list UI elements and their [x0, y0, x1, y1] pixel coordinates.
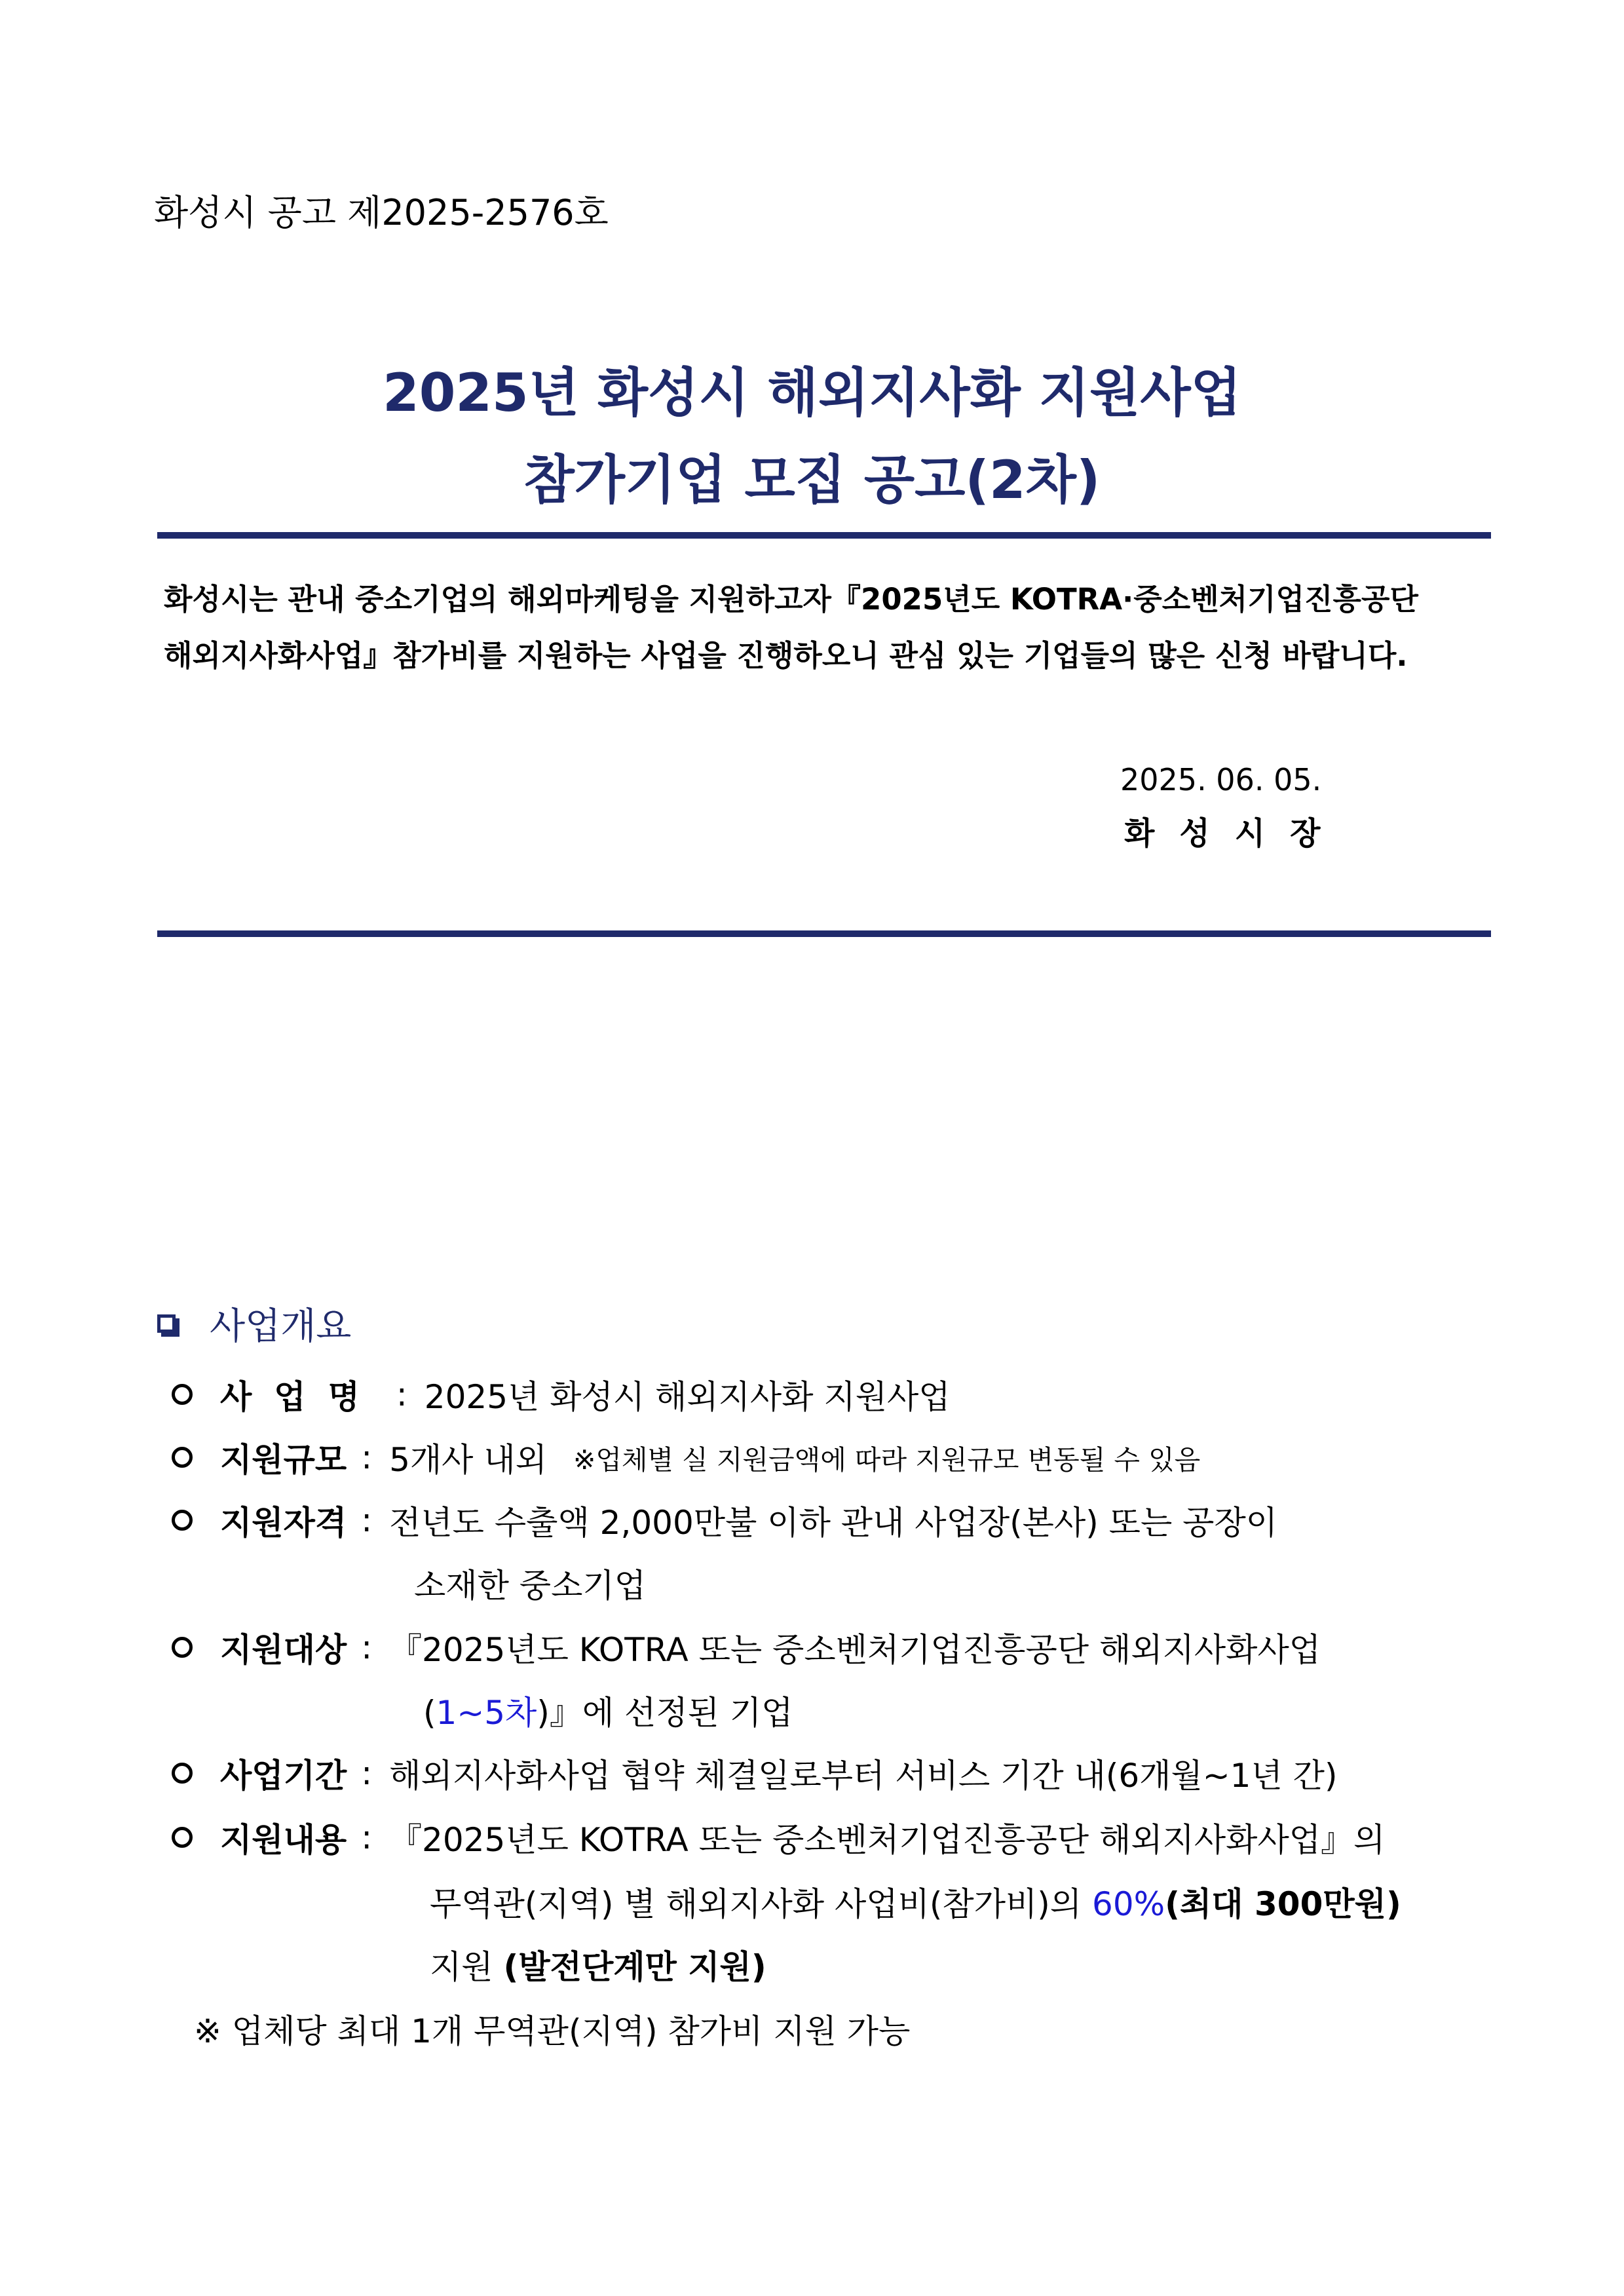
item-value: 전년도 수출액 2,000만불 이하 관내 사업장(본사) 또는 공장이 [389, 1504, 1278, 1542]
text-fragment: (최대 300만원) [1165, 1885, 1401, 1923]
item-label: 사업기간 [220, 1757, 347, 1795]
text-fragment: 지원 [430, 1948, 504, 1986]
intro-line-1: 화성시는 관내 중소기업의 해외마케팅을 지원하고자『2025년도 KOTRA·중소벤처기업진흥공단 [164, 582, 1418, 617]
highlight-percent: 60% [1092, 1885, 1165, 1923]
issuer-name: 화성시장 [1124, 815, 1346, 852]
bottom-divider [157, 930, 1491, 937]
text-fragment: )』에 선정된 기업 [537, 1694, 793, 1732]
notice-number: 화성시 공고 제2025-2576호 [154, 192, 609, 233]
section-heading [157, 1297, 351, 1350]
overview-item-eligibility [172, 1497, 1277, 1544]
item-label: 사업명 [220, 1378, 382, 1416]
section-heading-text: 사업개요 [210, 1305, 352, 1348]
square-bullet-icon [157, 1314, 176, 1333]
item-value-continued [430, 1878, 1401, 1925]
text-fragment: 무역관(지역) 별 해외지사화 사업비(참가비)의 [430, 1885, 1093, 1923]
item-value: 5개사 내외 [389, 1441, 547, 1479]
circle-bullet-icon [172, 1763, 193, 1784]
item-label: 지원자격 [220, 1504, 347, 1542]
overview-item-target [172, 1624, 1321, 1671]
colon: : [361, 1501, 373, 1539]
intro-line-2: 해외지사화사업』참가비를 지원하는 사업을 진행하오니 관심 있는 기업들의 많은 신청 바랍니다. [164, 638, 1408, 673]
page-title-line-1: 2025년 화성시 해외지사화 지원사업 [383, 362, 1241, 423]
circle-bullet-icon [172, 1447, 193, 1468]
circle-bullet-icon [172, 1827, 193, 1848]
highlight-rounds: 1~5차 [436, 1694, 537, 1732]
item-value: 『2025년도 KOTRA 또는 중소벤처기업진흥공단 해외지사화사업 [389, 1631, 1321, 1669]
circle-bullet-icon [172, 1637, 193, 1658]
item-value: 2025년 화성시 해외지사화 지원사업 [424, 1378, 951, 1416]
item-label: 지원규모 [220, 1441, 347, 1479]
item-label: 지원내용 [220, 1821, 347, 1859]
page-title-line-2: 참가기업 모집 공고(2차) [523, 450, 1101, 510]
footnote: ※ 업체당 최대 1개 무역관(지역) 참가비 지원 가능 [194, 2012, 911, 2050]
item-value: 『2025년도 KOTRA 또는 중소벤처기업진흥공단 해외지사화사업』의 [389, 1821, 1386, 1859]
issue-date: 2025. 06. 05. [1120, 762, 1322, 797]
item-value-continued [430, 1941, 766, 1988]
colon: : [361, 1438, 373, 1476]
colon: : [396, 1375, 407, 1413]
top-divider [157, 532, 1491, 539]
item-value-continued [423, 1687, 793, 1734]
circle-bullet-icon [172, 1384, 193, 1405]
overview-item-support-scale [172, 1434, 1200, 1481]
colon: : [361, 1818, 373, 1856]
overview-item-business-name [172, 1371, 951, 1418]
item-value: 해외지사화사업 협약 체결일로부터 서비스 기간 내(6개월~1년 간) [389, 1757, 1338, 1795]
colon: : [361, 1754, 373, 1792]
overview-item-period [172, 1750, 1337, 1797]
text-fragment: ( [423, 1694, 436, 1732]
item-note: ※업체별 실 지원금액에 따라 지원규모 변동될 수 있음 [573, 1444, 1201, 1476]
item-label: 지원대상 [220, 1631, 347, 1669]
circle-bullet-icon [172, 1510, 193, 1531]
colon: : [361, 1628, 373, 1666]
overview-item-support-content [172, 1814, 1385, 1861]
text-fragment: (발전단계만 지원) [503, 1948, 766, 1986]
item-value-continued: 소재한 중소기업 [414, 1567, 646, 1605]
